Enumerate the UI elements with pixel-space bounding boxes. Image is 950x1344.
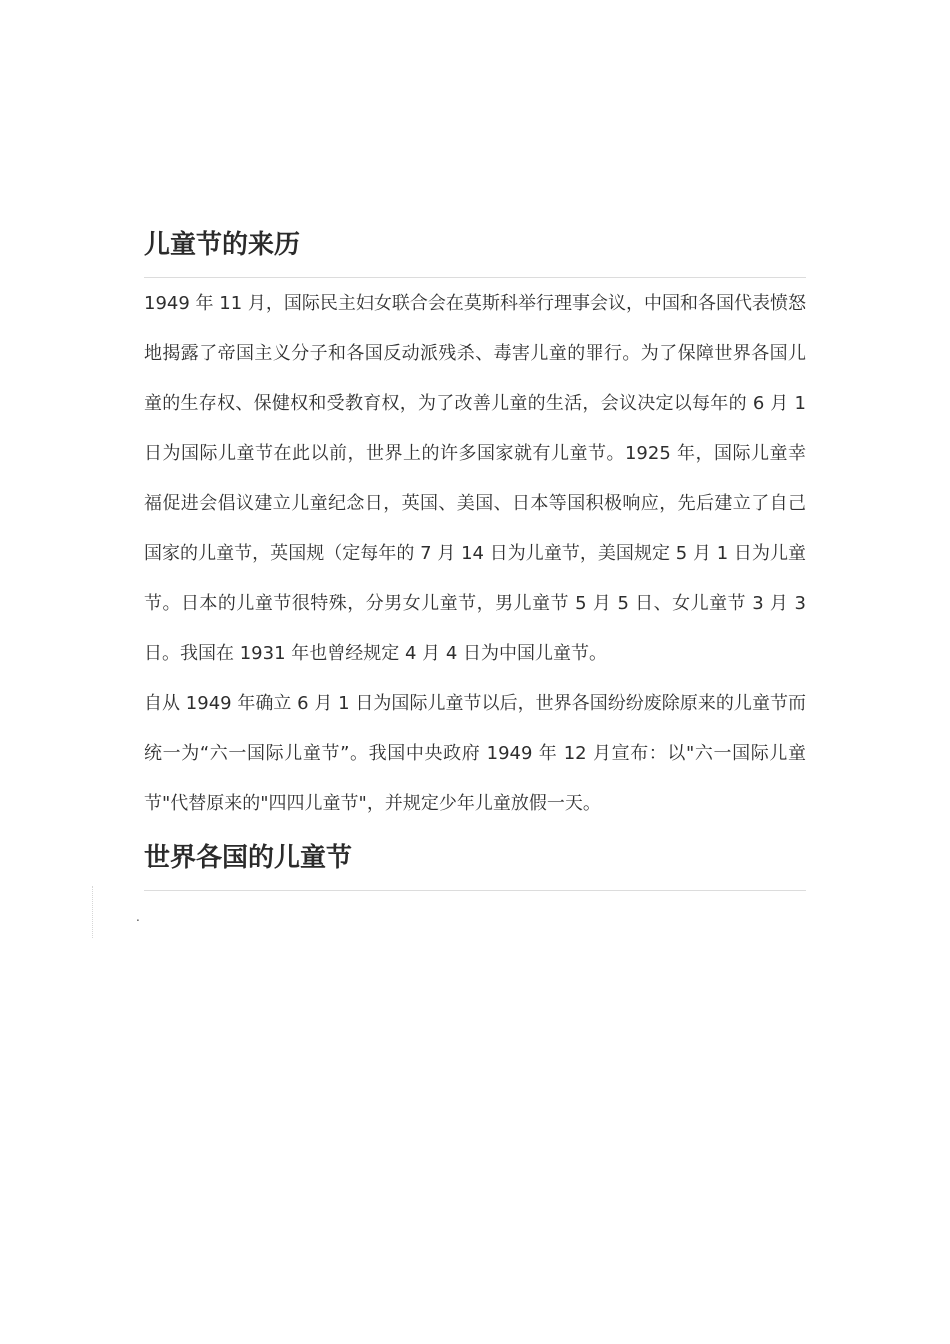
section-title-origin: 儿童节的来历	[144, 230, 301, 260]
title-divider	[144, 277, 806, 278]
stray-dot: .	[136, 910, 140, 924]
section-title-world: 世界各国的儿童节	[144, 843, 353, 873]
margin-dotted-line	[92, 886, 94, 938]
document-body	[144, 226, 806, 891]
title-divider-2	[144, 890, 806, 891]
paragraph-unified-festival: 自从 1949 年确立 6 月 1 日为国际儿童节以后，世界各国纷纷废除原来的儿童节而统一为“六一国际儿童节”。我国中央政府 1949 年 12 月宣布：以"六一国际儿童节"代替原来的"四四儿童节"，并规定少年儿童放假一天。	[144, 693, 806, 814]
paragraph-origin-history: 1949 年 11 月，国际民主妇女联合会在莫斯科举行理事会议，中国和各国代表愤怒地揭露了帝国主义分子和各国反动派残杀、毒害儿童的罪行。为了保障世界各国儿童的生存权、保健权和受教育权，为了改善儿童的生活，会议决定以每年的 6 月 1 日为国际儿童节在此以前，世界上的许多国家就有儿童节。1925 年，国际儿童幸福促进会倡议建立儿童纪念日，英国、美国、日本等国积极响应，先后建立了自己国家的儿童节，英国规（定每年的 7 月 14 日为儿童节，美国规定 5 月 1 日为儿童节。日本的儿童节很特殊，分男女儿童节，男儿童节 5 月 5 日、女儿童节 3 月 3 日。我国在 1931 年也曾经规定 4 月 4 日为中国儿童节。	[144, 293, 806, 664]
section-header-world	[144, 839, 806, 891]
